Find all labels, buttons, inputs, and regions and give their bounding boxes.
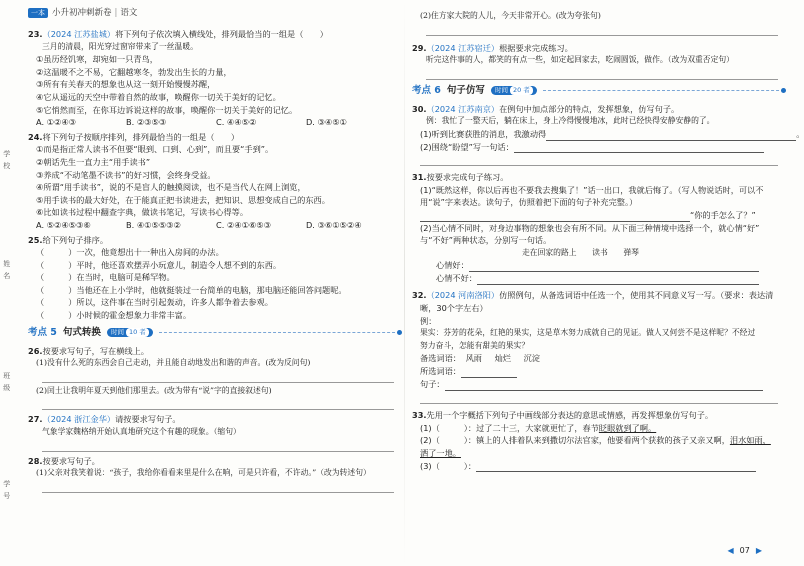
section-6-header: [412, 82, 784, 100]
q32-example-label: 例：: [420, 315, 437, 326]
q23-quote: 三月的清晨，阳光穿过窗帘带来了一丝温暖。: [42, 41, 198, 51]
q32-chosen-answer[interactable]: [461, 368, 517, 378]
question-23: 23.（2024 江苏盐城）将下列句子依次填入横线处，排列最恰当的一组是（ ） 三月的清晨，阳光穿过窗帘带来了一丝温暖。 ①虽历经饥寒，却宛如一只青鸟， ②这温暖不之不易，它翻越寒冬，勃发出生长的力量， ③所有有关春天的想象也从这一刻开始慢慢苏醒， ④它从遥远的天空中带着自然的故事，唤醒你一切关于美好的记忆。 ⑤它悄然而至，在你耳边诉说这样的故事，唤醒你一切关于美好的记忆。 A. ①②④③ B. ②③⑤③ C. ④④⑤② D. ③④⑤①: [28, 28, 400, 129]
section-5-time-badge: 时间 10 者: [107, 328, 153, 337]
q23-option-c[interactable]: C. ④④⑤②: [216, 117, 257, 128]
q23-line-3: ③所有有关春天的想象也从这一刻开始慢慢苏醒，: [36, 79, 216, 90]
q28-answer-1[interactable]: [42, 480, 394, 493]
book-badge: 一本: [28, 8, 48, 19]
q24-option-a[interactable]: A. ⑤②④⑤③⑥: [36, 219, 91, 230]
left-page: [28, 0, 400, 566]
margin-label-name-2: 名: [2, 272, 11, 279]
page-fold: [404, 0, 405, 566]
page-number: 07: [739, 546, 750, 555]
q23-option-b[interactable]: B. ②③⑤③: [126, 117, 167, 128]
q24-line-1: ①而是指正常人读书不但要“眼到、口到、心到”，而且要“手到”。: [36, 144, 274, 155]
margin-label-school-2: 校: [2, 162, 11, 169]
section-6-time-badge: 时间 20 者: [491, 86, 537, 95]
q27-answer[interactable]: [42, 439, 394, 452]
q23-option-a[interactable]: A. ①②④③: [36, 117, 77, 128]
q29-answer[interactable]: [426, 67, 778, 80]
q25-item-1: （ ）一次，他竟想出十一种出入房间的办法。: [36, 247, 224, 258]
q23-options: [28, 116, 400, 129]
q24-line-2: ②朝话先生一直力主“用手读书”: [36, 156, 151, 167]
question-25: 25.给下列句子排序。 （ ）一次，他竟想出十一种出入房间的办法。 （ ）平时，他还喜欢摆弄小玩意儿，制造令人想不到的东西。 （ ）在当时，电脑可是稀罕物。 （ ）当他还在上小学时，他就挺装过一台简单的电脑，那电脑还能回答问题呢。 （ ）所以，这件事在当时引起轰动，许多人都争着去参观。 （ ）小时候的霍金想象力非常丰富。: [28, 234, 400, 322]
q30-answer-2[interactable]: [514, 143, 764, 153]
question-31: 31.按要求完成句子练习。 (1)“既然这样，你以后再也不要我去搜集了！”话一出口，我就后悔了。（写人物说话时，可以不 用“说”字来表达。读句子，仿照着把下面的句子补充完整。） “你的手怎么了？” (2)当心情不同时，对身边事物的想象也会有所不同。从下面三种情境中选择一个，就心情“好” 与“不好”两种状态，分别写一句话。 走在回家的路上 读书 弹琴 心情好： 心情不好：: [412, 171, 784, 285]
q26-sub-1: (1)没有什么死的东西会自己走动，并且能自动地发出和谐的声音。(改为反问句): [36, 358, 311, 368]
q31-scenarios: 走在回家的路上 读书 弹琴: [522, 247, 639, 257]
q29-quote: 听完这件事的人，都笑的有点一些，如定起回家去，吃闹圆饭，做作。（改为双重否定句）: [426, 55, 734, 65]
q24-line-5: ⑤用手读书的最大好处，在于能真正把书读进去，把知识、思想变成自己的东西。: [36, 194, 330, 205]
q32-word-1: 风雨: [465, 353, 482, 364]
margin-label-class: 班: [2, 372, 11, 379]
question-33: 33.先用一个字概括下列句子中画线部分表达的意思或情感，再发挥想象仿写句子。 (1)（ ）：过了二十三，大家就更忙了，春节眨眼就到了啊。 (2)（ ）：镇上的人排着队来到撒切尔法官家，他要看两个获救的孩子又亲又啊，泪水如雨， 洒了一地。 (3)（ ）：: [412, 409, 784, 472]
q26-sub-2: (2)闰土让我明年夏天到他们那里去。(改为带有“说”字的直接叙述句): [36, 385, 272, 395]
section-5-label: 考点 5: [28, 326, 57, 338]
margin-label-name: 姓: [2, 260, 11, 267]
q32-word-list: 备选词语： 风雨 灿烂 沉淀: [420, 353, 540, 364]
margin-label-id-2: 号: [2, 492, 11, 499]
q27-quote: 气象学家魏格纳开始认真地研究这个有趣的现象。（缩句）: [42, 427, 241, 437]
q31-sub-1c: “你的手怎么了？”: [412, 209, 784, 222]
question-27: 27.（2024 浙江金华）请按要求写句子。 气象学家魏格纳开始认真地研究这个有趣的现象。（缩句）: [28, 413, 400, 451]
section-6-label: 考点 6: [412, 84, 441, 96]
q33-sub-2: (2)（ ）：镇上的人排着队来到撒切尔法官家，他要看两个获救的孩子又亲又啊，泪水如雨，: [420, 435, 771, 446]
q31-good-row: 心情好：: [412, 259, 784, 272]
q24-line-4: ④所谓“用手读书”，说的不是盲人的触摸阅读，也不是当代人在网上浏览，: [36, 182, 306, 193]
section-6-rule: [543, 90, 784, 91]
q24-line-6: ⑥比如读书过程中翻查字典，做读书笔记，写读书心得等。: [36, 207, 249, 218]
q33-sub-3: (3)（ ）：: [412, 460, 784, 473]
prev-page-icon[interactable]: ◀: [727, 546, 734, 555]
q25-item-2: （ ）平时，他还喜欢摆弄小玩意儿，制造令人想不到的东西。: [36, 259, 282, 270]
q31-answer-bad[interactable]: [477, 275, 759, 285]
q30-answer-2b[interactable]: [420, 153, 778, 166]
q32-example: 果实：芬芳的花朵，红艳的果实，这是草木努力成就自己的见证。做人又何尝不是这样呢？不经过: [420, 328, 756, 338]
q30-example: 例：我忙了一整天后，躺在床上，身上冷得慢慢地冰，此时已经快得安静安静的了。: [426, 116, 715, 126]
q33-answer-3-text[interactable]: [476, 462, 756, 472]
q25-item-6: （ ）小时候的霍金想象力非常丰富。: [36, 310, 192, 321]
question-24: 24.将下列句子按顺序排列，排列最恰当的一组是（ ） ①而是指正常人读书不但要“眼到、口到、心到”，而且要“手到”。 ②朝话先生一直力主“用手读书” ③养成“不动笔墨不读书”的好习惯，会终身受益。 ④所谓“用手读书”，说的不是盲人的触摸阅读，也不是当代人在网上浏览， ⑤用手读书的最大好处，在于能真正把书读进去，把知识、思想变成自己的东西。 ⑥比如读书过程中翻查字典，做读书笔记，写读书心得等。 A. ⑤②④⑤③⑥ B. ④①⑤⑤③② C. ②④①⑥⑤③ D. ③⑥①⑤②④: [28, 131, 400, 232]
q26-answer-1[interactable]: [42, 370, 394, 383]
q33-sub-1: (1)（ ）：过了二十三，大家就更忙了，春节眨眼就到了啊。: [420, 422, 657, 433]
question-28: 28.按要求写句子。 (1)父亲对我笑着说：“孩子，我给你看看来里是什么在响，可是只许看，不许动。”（改为转述句）: [28, 455, 400, 493]
q25-item-3: （ ）在当时，电脑可是稀罕物。: [36, 272, 175, 283]
question-26: 26.按要求写句子，写在横线上。 (1)没有什么死的东西会自己走动，并且能自动地发出和谐的声音。(改为反问句) (2)闰土让我明年夏天到他们那里去。(改为带有“说”字的直接叙述句): [28, 345, 400, 411]
q31-bad-row: 心情不好：: [412, 272, 784, 285]
q30-answer-1[interactable]: [546, 131, 796, 141]
section-5-title: 句式转换: [62, 326, 101, 338]
q23-line-2: ②这温暖不之不易，它翻越寒冬，勃发出生长的力量，: [36, 66, 232, 77]
q32-chosen-row: 所选词语：: [412, 365, 784, 378]
section-5-rule: [159, 332, 400, 333]
question-32: 32.（2024 河南洛阳）仿照例句，从备选词语中任选一个，使用其不同意义写一写。（要求：表达清 晰，30个字左右） 例： 果实：芬芳的花朵，红艳的果实，这是草木努力成就自己的见证。做人又何尝不是这样呢？不经过 努力奋斗，怎能有甜美的果实？ 备选词语： 风雨 灿烂 沉淀 所选词语： 句子：: [412, 289, 784, 404]
q25-item-4: （ ）当他还在上小学时，他就挺装过一台简单的电脑，那电脑还能回答问题呢。: [36, 284, 347, 295]
q30-sub-1: (1)听到比赛获胜的消息，我激动得 。: [420, 128, 804, 139]
q25-item-5: （ ）所以，这件事在当时引起轰动，许多人都争着去参观。: [36, 297, 273, 308]
q23-line-1: ①虽历经饥寒，却宛如一只青鸟，: [36, 54, 158, 65]
right-content: [412, 10, 804, 474]
q31-sub-2b: 与“不好”两种状态，分别写一句话。: [420, 235, 552, 246]
margin-label-class-2: 级: [2, 384, 11, 391]
q28-answer-2[interactable]: [426, 23, 778, 36]
q32-word-3: 沉淀: [523, 353, 540, 364]
q30-sub-2: (2)围绕“盼望”写一句话：: [412, 141, 784, 154]
q32-stem-2: 晰，30个字左右）: [420, 302, 488, 313]
q23-line-4: ④它从遥远的天空中带着自然的故事，唤醒你一切关于美好的记忆。: [36, 91, 281, 102]
q24-options: [28, 219, 400, 232]
q32-sentence-answer[interactable]: [445, 381, 763, 391]
q32-sentence-answer-2[interactable]: [420, 391, 778, 404]
q26-answer-2[interactable]: [42, 397, 394, 410]
q31-answer-good[interactable]: [469, 262, 759, 272]
q24-option-c[interactable]: C. ②④①⑥⑤③: [216, 219, 271, 230]
page-header: [28, 0, 400, 26]
q31-sub-1a: (1)“既然这样，你以后再也不要我去搜集了！”话一出口，我就后悔了。（写人物说话时，可以不: [420, 184, 764, 195]
q32-sentence-row: 句子：: [412, 378, 784, 391]
q31-sub-1b: 用“说”字来表达。读句子，仿照着把下面的句子补充完整。）: [420, 197, 638, 208]
question-29: 29.（2024 江苏宿迁）根据要求完成练习。 听完这件事的人，都笑的有点一些，如定起回家去，吃闹圆饭，做作。（改为双重否定句）: [412, 42, 784, 80]
q32-word-2: 灿烂: [494, 353, 511, 364]
left-content: [28, 28, 400, 495]
q24-option-b[interactable]: B. ④①⑤⑤③②: [126, 219, 181, 230]
page-footer: [728, 546, 763, 556]
q23-option-d[interactable]: D. ③④⑤①: [306, 117, 347, 128]
q33-sub-2b: 洒了一地。: [420, 448, 461, 459]
q28-sub-1: (1)父亲对我笑着说：“孩子，我给你看看来里是什么在响，可是只许看，不许动。”（改为转述句）: [36, 468, 371, 478]
q28-sub-2: (2)住方家大院的人儿，今天非常开心。(改为夸张句): [420, 11, 601, 20]
q31-answer-1[interactable]: [420, 212, 690, 222]
binding-margin: [0, 0, 14, 566]
margin-label-id: 学: [2, 480, 11, 487]
next-page-icon[interactable]: ▶: [755, 546, 762, 555]
book-title: 小升初冲刺新卷 | 语文: [52, 7, 138, 18]
section-6-title: 句子仿写: [446, 84, 485, 96]
q24-line-3: ③养成“不动笔墨不读书”的好习惯，会终身受益。: [36, 169, 216, 180]
q31-sub-2a: (2)当心情不同时，对身边事物的想象也会有所不同。从下面三种情境中选择一个，就心情“好”: [420, 222, 760, 233]
q32-example-2: 努力奋斗，怎能有甜美的果实？: [420, 340, 530, 350]
right-page: [412, 0, 804, 566]
q24-option-d[interactable]: D. ③⑥①⑤②④: [306, 219, 362, 230]
section-5-header: [28, 324, 400, 342]
margin-label-school: 学: [2, 150, 11, 157]
question-30: 30.（2024 江苏南京）在例句中加点部分的特点，发挥想象，仿写句子。 例：我忙了一整天后，躺在床上，身上冷得慢慢地冰，此时已经快得安静安静的了。 (1)听到比赛获胜的消息，我激动得 。 (2)围绕“盼望”写一句话：: [412, 103, 784, 166]
q23-line-5: ⑤它悄然而至，在你耳边诉说这样的故事，唤醒你一切关于美好的记忆。: [36, 104, 298, 115]
